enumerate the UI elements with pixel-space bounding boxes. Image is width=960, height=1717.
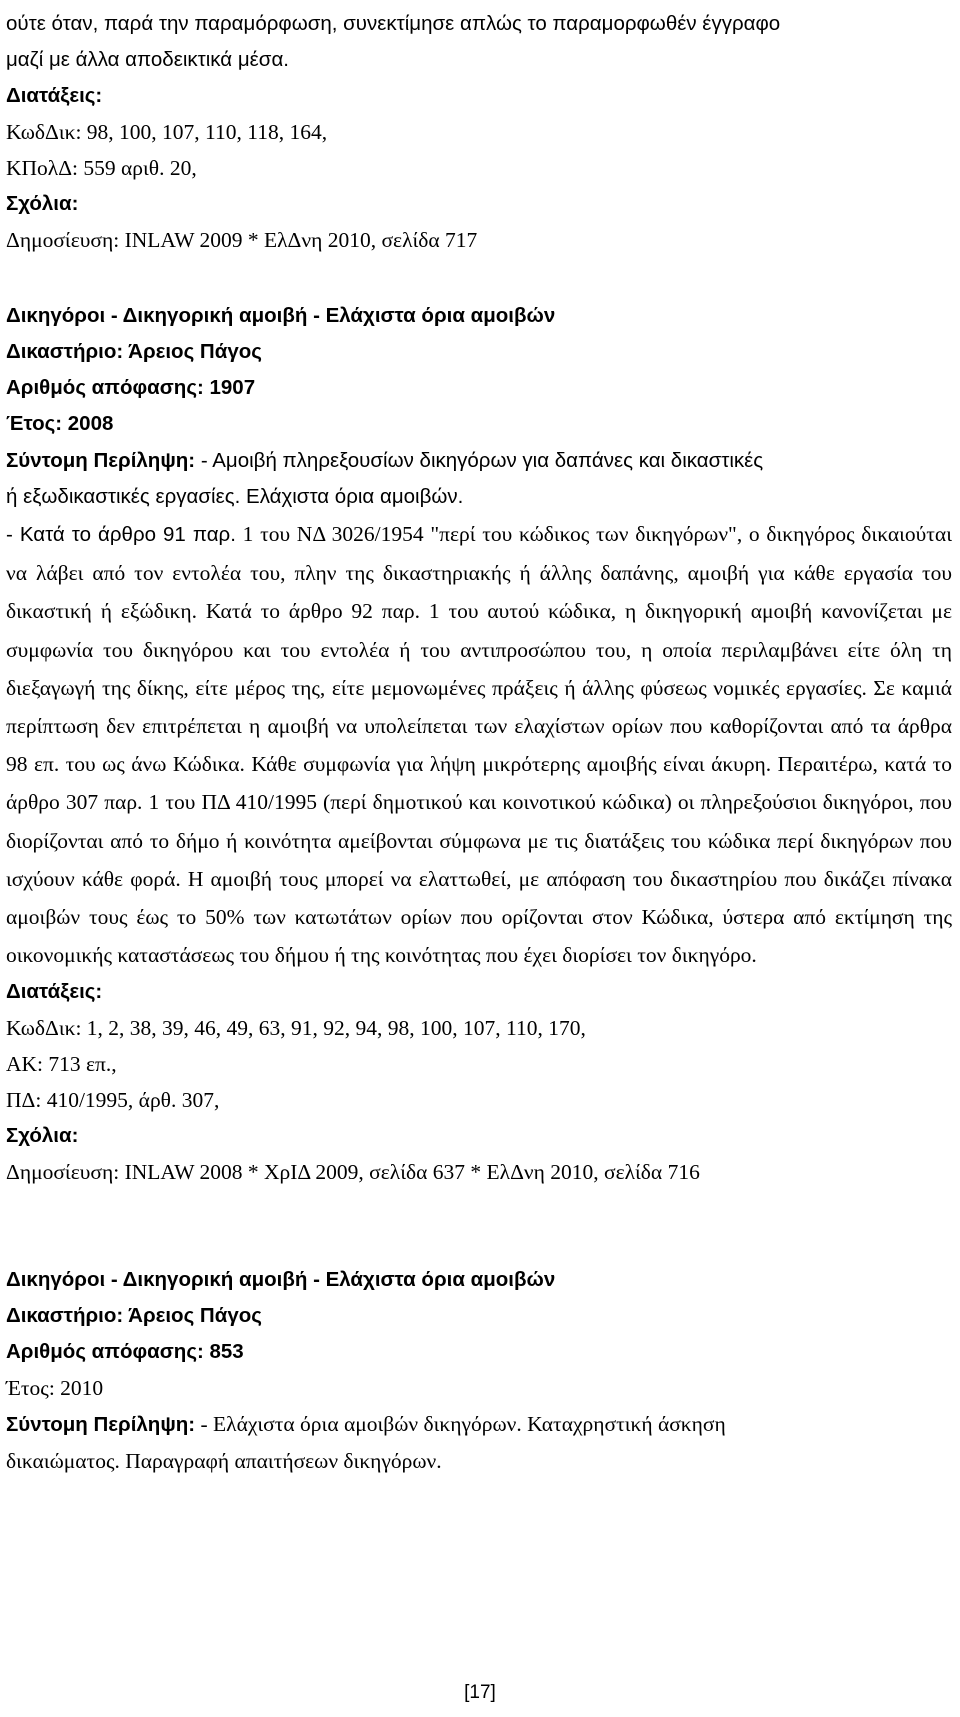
summary-line (6, 1406, 952, 1443)
case-title: Δικηγόροι - Δικηγορική αμοιβή - Ελάχιστα όρια αμοιβών (6, 1268, 556, 1292)
summary-line: δικαιώματος. Παραγραφή απαιτήσεων δικηγόρων. (6, 1449, 442, 1474)
court-name: Δικαστήριο: Άρειος Πάγος (6, 340, 262, 363)
provision-line: ΑΚ: 713 επ., (6, 1052, 117, 1077)
summary-line: - Κατά το άρθρο 91 παρ. (6, 523, 236, 546)
provision-line: ΚΠολΔ: 559 αριθ. 20, (6, 156, 197, 180)
provisions-heading: Διατάξεις: (6, 980, 103, 1004)
summary-label: Σύντομη Περίληψη: (6, 449, 196, 472)
provisions-heading: Διατάξεις: (6, 84, 103, 107)
page-number: [17] (464, 1682, 496, 1703)
decision-year: Έτος: 2008 (6, 412, 114, 435)
intro-line: μαζί με άλλα αποδεικτικά μέσα. (6, 48, 289, 71)
intro-line: ούτε όταν, παρά την παραμόρφωση, συνεκτίμησε απλώς το παραμορφωθέν έγγραφο (6, 12, 781, 35)
summary-line (6, 442, 952, 479)
comments-text: Δημοσίευση: INLAW 2008 * ΧρΙΔ 2009, σελίδα 637 * ΕλΔνη 2010, σελίδα 716 (6, 1160, 700, 1185)
case-block-2 (6, 298, 952, 1190)
comments-heading: Σχόλια: (6, 192, 79, 215)
court-name: Δικαστήριο: Άρειος Πάγος (6, 1304, 262, 1328)
body-text: 1 του ΝΔ 3026/1954 "περί του κώδικος των δικηγόρων", ο δικηγόρος δικαιούται να λάβει από τον εντολέα του, πλην της δικαστηριακής ή άλλης δαπάνης, αμοιβή για κάθε εργασία του δικαστική ή εξώδικη. Κατά το άρθρο 92 παρ. 1 του αυτού κώδικα, η δικηγορική αμοιβή κανονίζεται με συμφωνία του δικηγόρου και του εντολέα ή του αντιπροσώπου του, η οποία περιλαμβάνει είτε όλη τη διεξαγωγή της δίκης, είτε μέρος της, είτε μεμονωμένες πράξεις ή άλλης φύσεως νομικές εργασίες. Σε καμιά περίπτωση δεν επιτρέπεται η αμοιβή να υπολείπεται των ελαχίστων ορίων που καθορίζονται από τα άρθρα 98 επ. του ως άνω Κώδικα. Κάθε συμφωνία για λήψη μικρότερης αμοιβής είναι άκυρη. Περαιτέρω, κατά το άρθρο 307 παρ. 1 του ΠΔ 410/1995 (περί δημοτικού και κοινοτικού κώδικα) οι πληρεξούσιοι δικηγόροι, που διορίζονται από το δήμο ή κοινότητα αμείβονται σύμφωνα με τις διατάξεις του κώδικα περί δικηγόρων που ισχύουν κάθε φορά. Η αμοιβή τους μπορεί να ελαττωθεί, με απόφαση του δικαστηρίου που δικάζει πίνακα αμοιβών τους έως το 50% των κατωτάτων ορίων που ορίζονται στον Κώδικα, ύστερα από εκτίμηση της οικονομικής καταστάσεως του δήμου ή της κοινότητας που έχει διορίσει τον δικηγόρο. (6, 522, 952, 968)
provision-line: ΚωδΔικ: 98, 100, 107, 110, 118, 164, (6, 120, 328, 144)
summary-text: - Αμοιβή πληρεξουσίων δικηγόρων για δαπάνες και δικαστικές (195, 449, 764, 472)
provision-line: ΠΔ: 410/1995, άρθ. 307, (6, 1088, 220, 1113)
case-block-1 (6, 6, 952, 258)
decision-number: Αριθμός απόφασης: 1907 (6, 376, 256, 399)
case-body (6, 515, 952, 974)
decision-year: Έτος: 2010 (6, 1376, 104, 1401)
decision-number: Αριθμός απόφασης: 853 (6, 1340, 244, 1364)
case-block-3 (6, 1262, 952, 1479)
provision-line: ΚωδΔικ: 1, 2, 38, 39, 46, 49, 63, 91, 92, 94, 98, 100, 107, 110, 170, (6, 1016, 586, 1041)
summary-text: - Ελάχιστα όρια αμοιβών δικηγόρων. Καταχρηστική άσκηση (195, 1412, 726, 1437)
case-title: Δικηγόροι - Δικηγορική αμοιβή - Ελάχιστα όρια αμοιβών (6, 304, 556, 327)
summary-line: ή εξωδικαστικές εργασίες. Ελάχιστα όρια αμοιβών. (6, 485, 464, 508)
summary-label: Σύντομη Περίληψη: (6, 1413, 196, 1437)
comments-heading: Σχόλια: (6, 1124, 79, 1148)
comments-text: Δημοσίευση: INLAW 2009 * ΕλΔνη 2010, σελίδα 717 (6, 228, 478, 252)
document-page (6, 6, 952, 1479)
